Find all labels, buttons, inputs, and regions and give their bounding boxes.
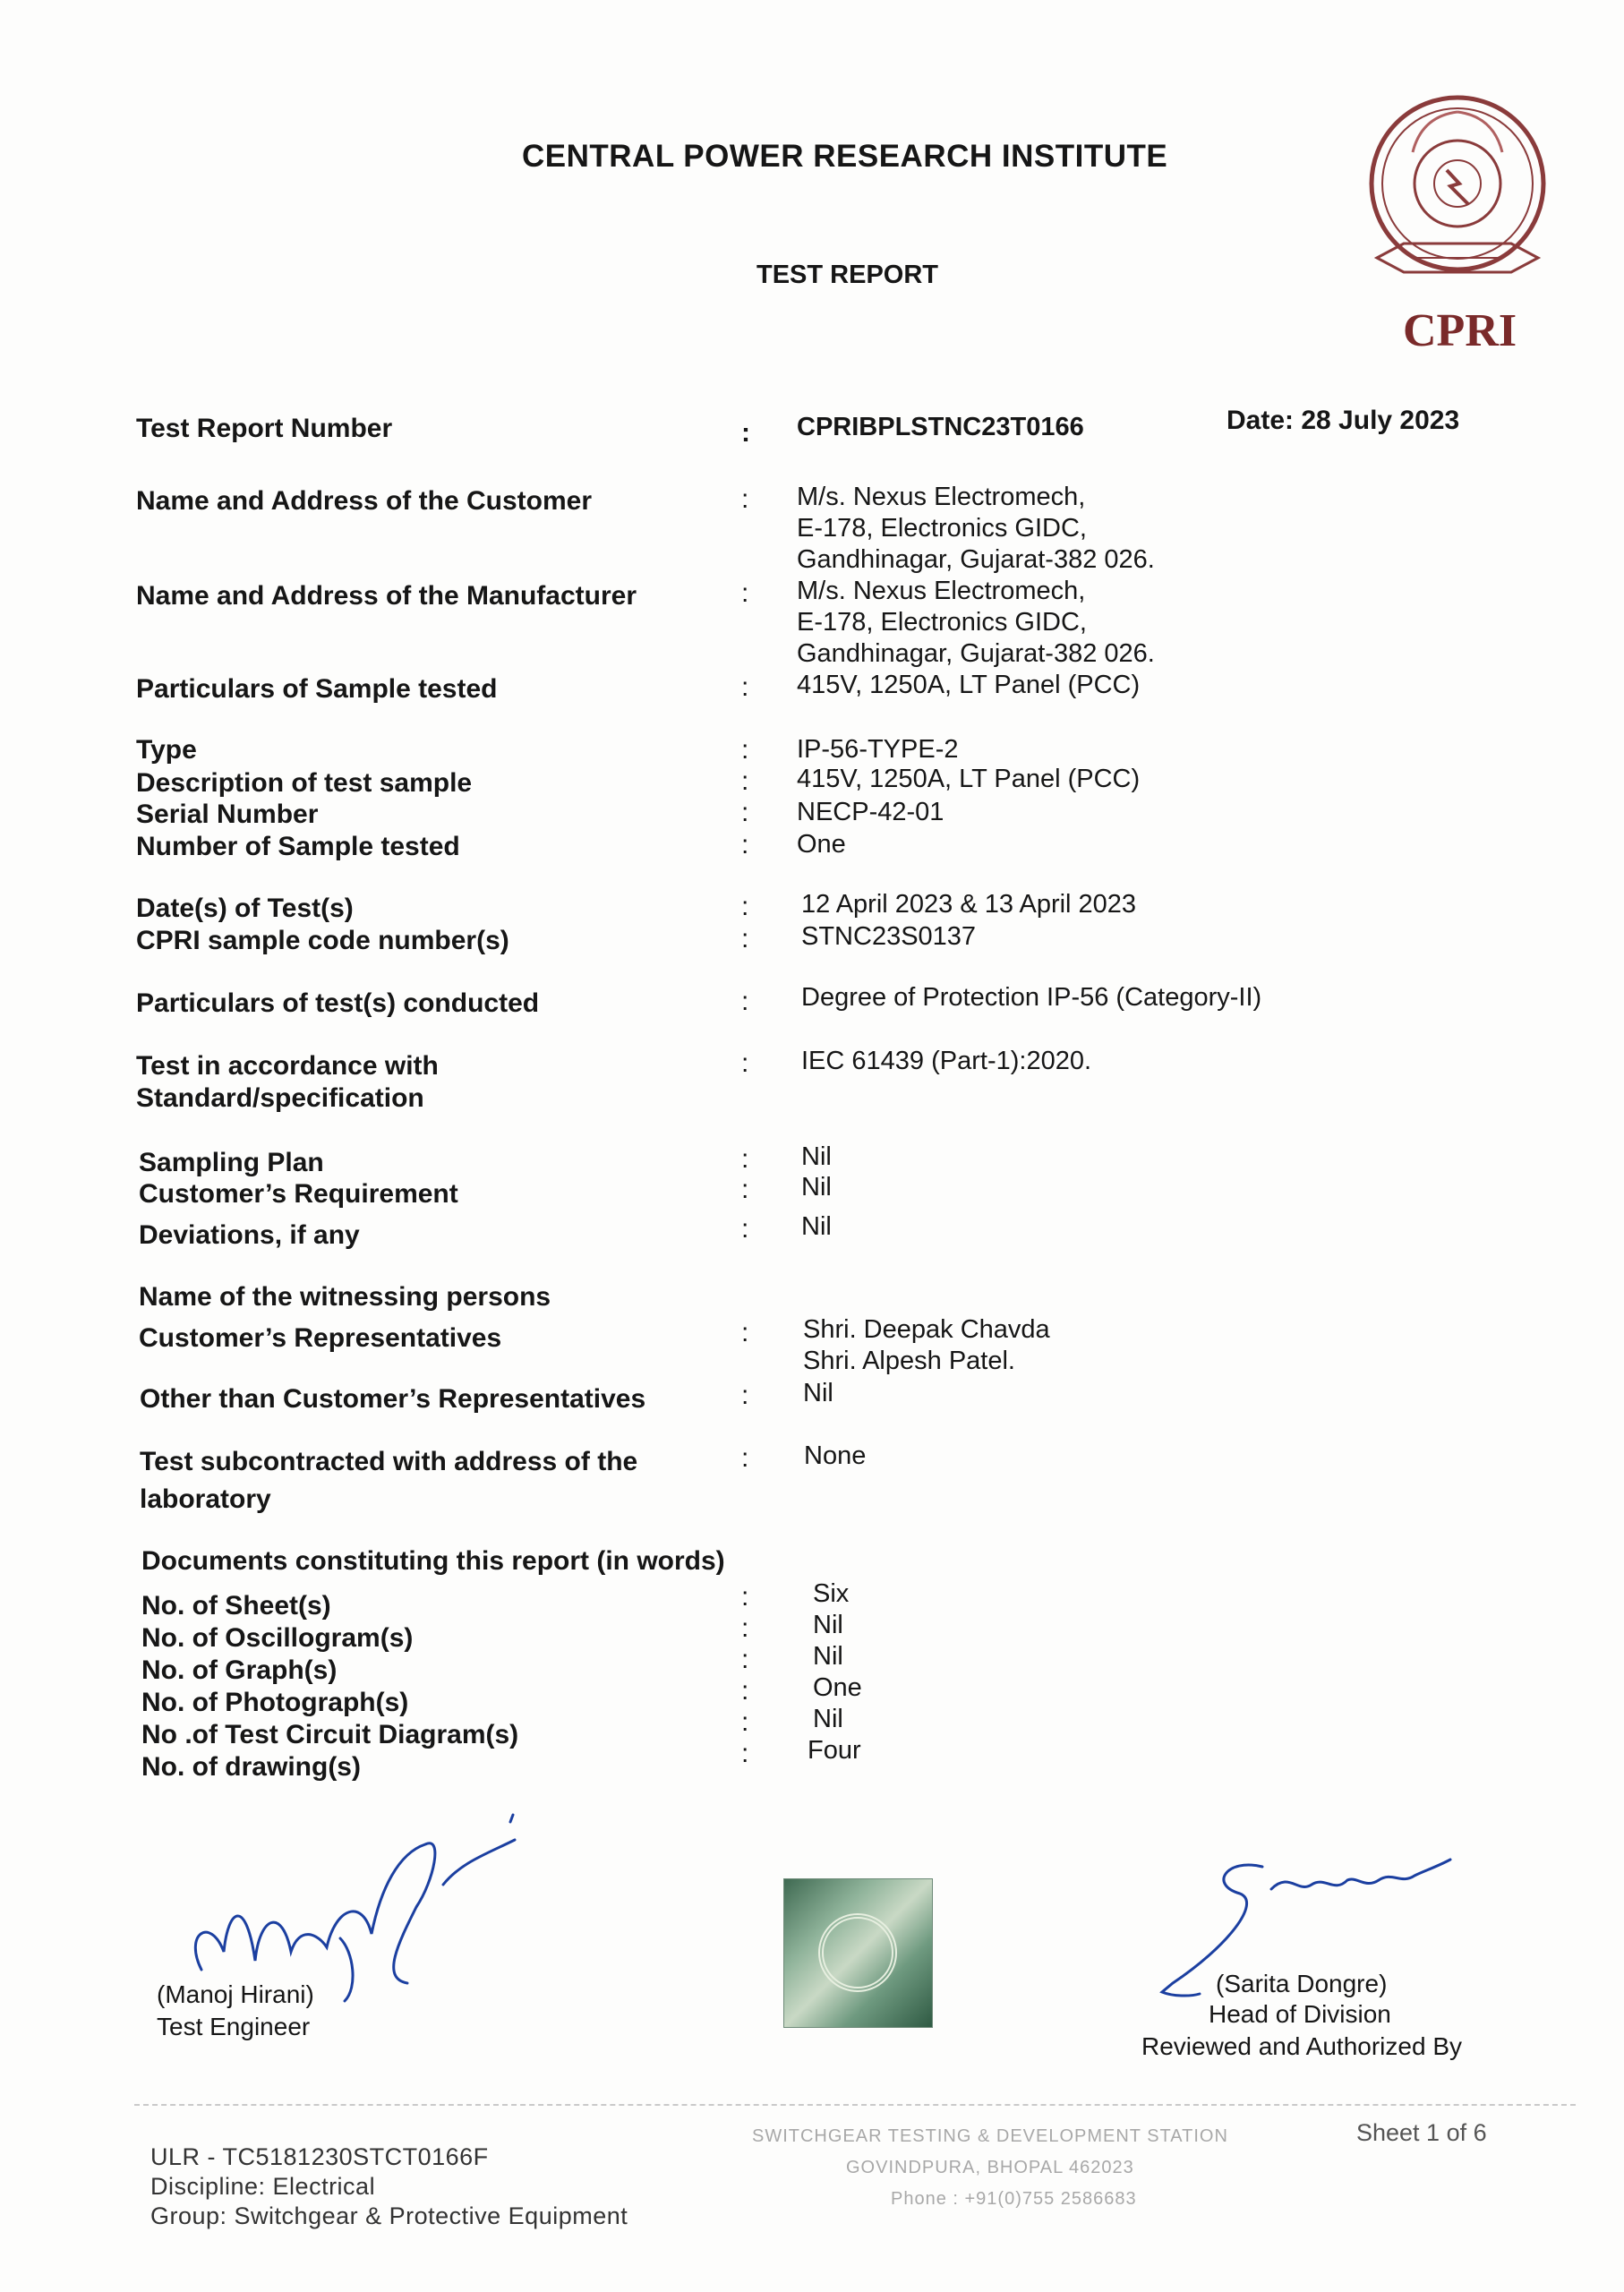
subcontract-label-line: Test subcontracted with address of the	[140, 1447, 638, 1476]
colon: :	[741, 418, 750, 448]
org-title: CENTRAL POWER RESEARCH INSTITUTE	[522, 139, 1168, 174]
standard-label-line: Standard/specification	[136, 1083, 424, 1113]
customer-address-line: Gandhinagar, Gujarat-382 026.	[797, 545, 1155, 574]
customer-rep-name: Shri. Alpesh Patel.	[803, 1347, 1015, 1375]
dates-value: 12 April 2023 & 13 April 2023	[801, 890, 1137, 919]
documents-item-label: No. of Photograph(s)	[141, 1688, 409, 1717]
footer-station-address: GOVINDPURA, BHOPAL 462023	[846, 2158, 1134, 2177]
other-reps-label: Other than Customer’s Representatives	[140, 1384, 646, 1414]
requirement-label: Customer’s Requirement	[139, 1179, 458, 1209]
authorization-note: Reviewed and Authorized By	[1141, 2032, 1462, 2060]
head-name: (Sarita Dongre)	[1216, 1970, 1388, 1997]
manufacturer-address-line: E-178, Electronics GIDC,	[797, 608, 1087, 637]
other-reps-value: Nil	[803, 1379, 833, 1407]
standard-value: IEC 61439 (Part-1):2020.	[801, 1047, 1092, 1075]
manufacturer-address-line: M/s. Nexus Electromech,	[797, 577, 1086, 605]
subcontract-label-line: laboratory	[140, 1484, 271, 1514]
colon: :	[741, 1175, 749, 1204]
cpri-hologram	[783, 1878, 933, 2028]
colon: :	[741, 1214, 749, 1244]
documents-item-value: Four	[808, 1736, 861, 1765]
head-title: Head of Division	[1209, 2000, 1391, 2028]
requirement-value: Nil	[801, 1173, 832, 1202]
documents-item-value: Nil	[813, 1611, 843, 1639]
deviations-label: Deviations, if any	[139, 1220, 360, 1250]
documents-item-value: Six	[813, 1579, 850, 1608]
documents-heading: Documents constituting this report (in words)	[141, 1546, 725, 1576]
footer-group: Group: Switchgear & Protective Equipment	[150, 2202, 628, 2229]
particulars-value: 415V, 1250A, LT Panel (PCC)	[797, 671, 1141, 699]
colon: :	[741, 766, 749, 796]
report-number-label: Test Report Number	[136, 414, 393, 443]
cpri-seal-logo	[1359, 90, 1556, 295]
colon: :	[741, 1318, 749, 1347]
documents-item-value: One	[813, 1673, 862, 1702]
customer-reps-label: Customer’s Representatives	[139, 1323, 502, 1353]
colon: :	[741, 924, 749, 954]
colon: :	[741, 1443, 749, 1473]
dates-label: Date(s) of Test(s)	[136, 894, 354, 923]
sampling-plan-label: Sampling Plan	[139, 1148, 324, 1177]
particulars-label: Particulars of Sample tested	[136, 674, 498, 704]
colon: :	[741, 1676, 749, 1706]
documents-item-label: No. of drawing(s)	[141, 1752, 361, 1782]
num-samples-label: Number of Sample tested	[136, 832, 460, 861]
witness-heading: Name of the witnessing persons	[139, 1282, 551, 1312]
customer-address-line: M/s. Nexus Electromech,	[797, 483, 1086, 511]
customer-address-line: E-178, Electronics GIDC,	[797, 514, 1087, 543]
sample-code-value: STNC23S0137	[801, 922, 977, 951]
customer-rep-name: Shri. Deepak Chavda	[803, 1315, 1050, 1344]
footer-station-name: SWITCHGEAR TESTING & DEVELOPMENT STATION	[752, 2126, 1228, 2146]
subcontract-value: None	[804, 1441, 867, 1470]
manufacturer-address-line: Gandhinagar, Gujarat-382 026.	[797, 639, 1155, 668]
sampling-plan-value: Nil	[801, 1142, 832, 1171]
colon: :	[741, 578, 749, 608]
report-number: CPRIBPLSTNC23T0166	[797, 413, 1084, 441]
standard-label-line: Test in accordance with	[136, 1051, 439, 1081]
footer-sheet-number: Sheet 1 of 6	[1356, 2119, 1487, 2146]
cpri-brand-text: CPRI	[1403, 305, 1517, 356]
customer-label: Name and Address of the Customer	[136, 486, 592, 516]
colon: :	[741, 1613, 749, 1643]
colon: :	[741, 1582, 749, 1612]
engineer-title: Test Engineer	[157, 2013, 311, 2040]
footer-ulr: ULR - TC5181230STCT0166F	[150, 2143, 489, 2170]
footer-divider	[134, 2104, 1576, 2106]
colon: :	[741, 892, 749, 921]
hologram-ring	[818, 1913, 897, 1992]
type-value: IP-56-TYPE-2	[797, 735, 959, 764]
footer-station-phone: Phone : +91(0)755 2586683	[891, 2189, 1137, 2209]
colon: :	[741, 798, 749, 827]
colon: :	[741, 672, 749, 702]
colon: :	[741, 735, 749, 765]
colon: :	[741, 1048, 749, 1078]
tests-label: Particulars of test(s) conducted	[136, 988, 540, 1018]
description-value: 415V, 1250A, LT Panel (PCC)	[797, 765, 1141, 793]
documents-item-value: Nil	[813, 1642, 843, 1671]
colon: :	[741, 987, 749, 1016]
manufacturer-label: Name and Address of the Manufacturer	[136, 581, 637, 611]
engineer-name: (Manoj Hirani)	[157, 1980, 314, 2008]
deviations-value: Nil	[801, 1212, 832, 1241]
serial-value: NECP-42-01	[797, 798, 944, 826]
type-label: Type	[136, 735, 197, 765]
num-samples-value: One	[797, 830, 846, 859]
report-date: Date: 28 July 2023	[1227, 406, 1460, 435]
documents-item-label: No .of Test Circuit Diagram(s)	[141, 1720, 519, 1749]
colon: :	[741, 1707, 749, 1737]
colon: :	[741, 1739, 749, 1768]
colon: :	[741, 830, 749, 860]
documents-item-label: No. of Sheet(s)	[141, 1591, 331, 1621]
serial-label: Serial Number	[136, 800, 319, 829]
footer-discipline: Discipline: Electrical	[150, 2173, 376, 2200]
sample-code-label: CPRI sample code number(s)	[136, 926, 509, 955]
colon: :	[741, 1144, 749, 1174]
doc-title: TEST REPORT	[756, 261, 939, 289]
description-label: Description of test sample	[136, 768, 473, 798]
tests-value: Degree of Protection IP-56 (Category-II)	[801, 983, 1262, 1012]
colon: :	[741, 484, 749, 514]
documents-item-value: Nil	[813, 1705, 843, 1733]
colon: :	[741, 1381, 749, 1410]
documents-item-label: No. of Graph(s)	[141, 1655, 338, 1685]
documents-item-label: No. of Oscillogram(s)	[141, 1623, 414, 1653]
colon: :	[741, 1645, 749, 1674]
